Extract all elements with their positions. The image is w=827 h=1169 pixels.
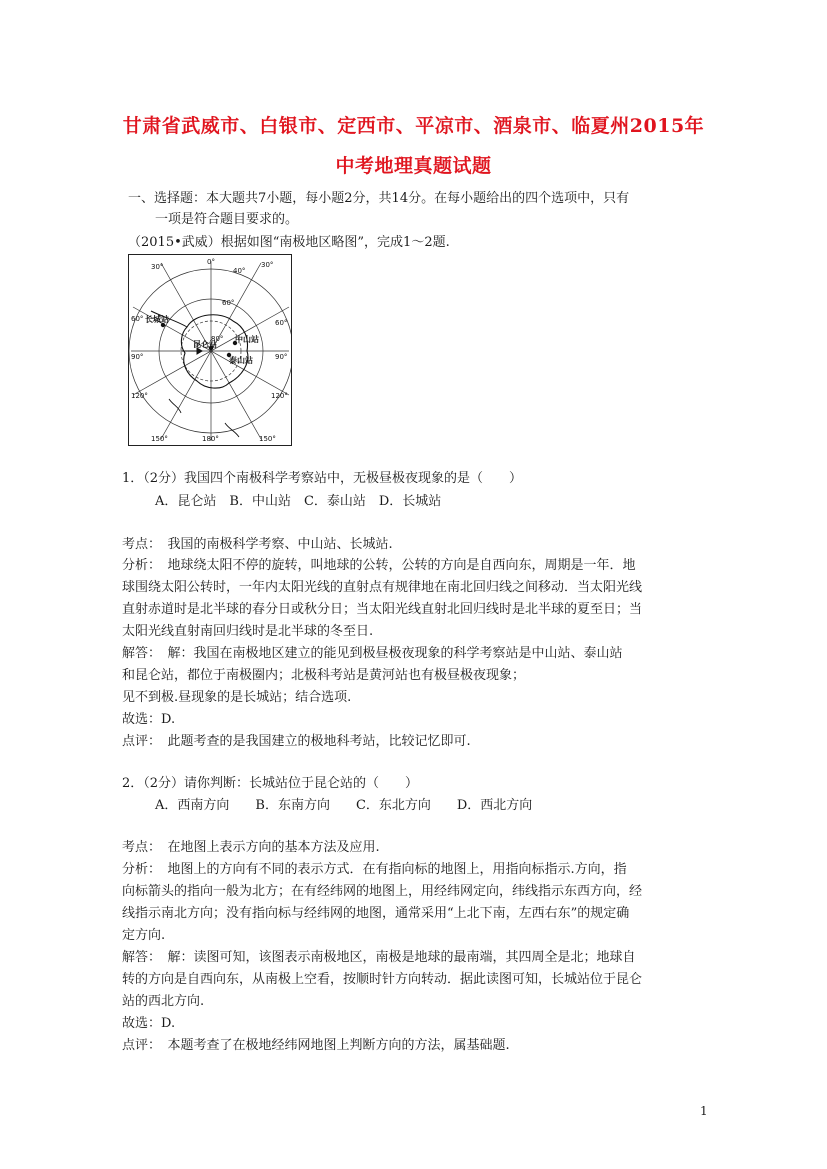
label-60e: 60° [275, 319, 288, 327]
q1-fenxi-4: 太阳光线直射南回归线时是北半球的冬至日. [122, 624, 374, 639]
q2-options: A．西南方向 B．东南方向 C．东北方向 D．西北方向 [155, 798, 533, 813]
label-lat60: 60° [222, 299, 235, 307]
label-150e: 150° [259, 435, 276, 443]
q1-jieda-3: 见不到极.昼现象的是长城站；结合选项. [122, 690, 352, 705]
q2-kaodian: 考点： 在地图上表示方向的基本方法及应用. [122, 840, 380, 855]
label-90e: 90° [275, 353, 288, 361]
q1-kaodian: 考点： 我国的南极科学考察、中山站、长城站. [122, 537, 393, 552]
label-150w: 150° [151, 435, 168, 443]
q1-options: A．昆仑站 B．中山站 C．泰山站 D．长城站 [155, 494, 442, 509]
kunlun-station-label: 昆仑站 [193, 340, 217, 349]
zhongshan-station-label: 中山站 [235, 335, 259, 344]
document-title-line1: 甘肃省武威市、白银市、定西市、平凉市、酒泉市、临夏州2015年 [122, 115, 705, 137]
label-30e: 30° [261, 261, 274, 269]
q1-jieda-1: 解答： 解：我国在南极地区建立的能见到极昼极夜现象的科学考察站是中山站、泰山站 [122, 646, 623, 661]
section-heading: 一、选择题：本大题共7小题，每小题2分，共14分。在每小题给出的四个选项中，只有 [128, 191, 630, 206]
label-90w: 90° [131, 353, 144, 361]
document-title-line2: 中考地理真题试题 [335, 155, 492, 177]
label-0: 0° [207, 258, 215, 266]
changcheng-station-label: 长城站 [145, 315, 169, 324]
q2-answer: 故选：D. [122, 1016, 176, 1031]
q2-jieda-1: 解答： 解：读图可知，该图表示南极地区，南极是地球的最南端，其四周全是北；地球自 [122, 950, 636, 965]
q1-jieda-2: 和昆仑站，都位于南极圈内；北极科考站是黄河站也有极昼极夜现象； [122, 668, 526, 683]
antarctic-map [128, 254, 292, 446]
taishan-station-label: 泰山站 [229, 356, 253, 365]
q1-fenxi-2: 球围绕太阳公转时，一年内太阳光线的直射点有规律地在南北回归线之间移动．当太阳光线 [122, 580, 643, 595]
q2-jieda-3: 站的西北方向. [122, 994, 205, 1009]
q2-fenxi-1: 分析： 地图上的方向有不同的表示方式．在有指向标的地图上，用指向标指示.方向，指 [122, 862, 627, 877]
q1-fenxi-3: 直射赤道时是北半球的春分日或秋分日；当太阳光线直射北回归线时是北半球的夏至日；当 [122, 602, 643, 617]
label-120e: 120° [271, 392, 288, 400]
q2-dianping: 点评： 本题考查了在极地经纬网地图上判断方向的方法，属基础题. [122, 1038, 510, 1053]
label-180: 180° [202, 435, 219, 443]
q2-fenxi-4: 定方向. [122, 928, 166, 943]
q1-stem: 1．（2分）我国四个南极科学考察站中，无极昼极夜现象的是（ ） [122, 471, 523, 486]
q2-jieda-2: 转的方向是自西向东，从南极上空看，按顺时针方向转动．据此读图可知，长城站位于昆仑 [122, 972, 643, 987]
q2-fenxi-2: 向标箭头的指向一般为北方；在有经纬网的地图上，用经纬网定向，纬线指示东西方向，经 [122, 884, 643, 899]
label-lat80: 80° [211, 335, 224, 343]
question-intro: （2015•武威）根据如图“南极地区略图”，完成1～2题. [128, 235, 450, 250]
label-120w: 120° [131, 392, 148, 400]
q1-dianping: 点评： 此题考查的是我国建立的极地科考站，比较记忆即可. [122, 734, 471, 749]
q1-fenxi-1: 分析： 地球绕太阳不停的旋转，叫地球的公转，公转的方向是自西向东，周期是一年．地 [122, 558, 636, 573]
page-number: 1 [700, 1104, 708, 1118]
antarctic-map-graphic [129, 255, 291, 445]
section-heading-cont: 一项是符合题目要求的。 [155, 212, 299, 227]
label-60w: 60° [131, 315, 144, 323]
q1-answer: 故选：D. [122, 712, 176, 727]
label-40: 40° [233, 267, 246, 275]
q2-fenxi-3: 线指示南北方向；没有指向标与经纬网的地图，通常采用“上北下南，左西右东”的规定确 [122, 906, 630, 921]
label-30w: 30° [151, 263, 164, 271]
q2-stem: 2．（2分）请你判断：长城站位于昆仑站的（ ） [122, 776, 419, 791]
